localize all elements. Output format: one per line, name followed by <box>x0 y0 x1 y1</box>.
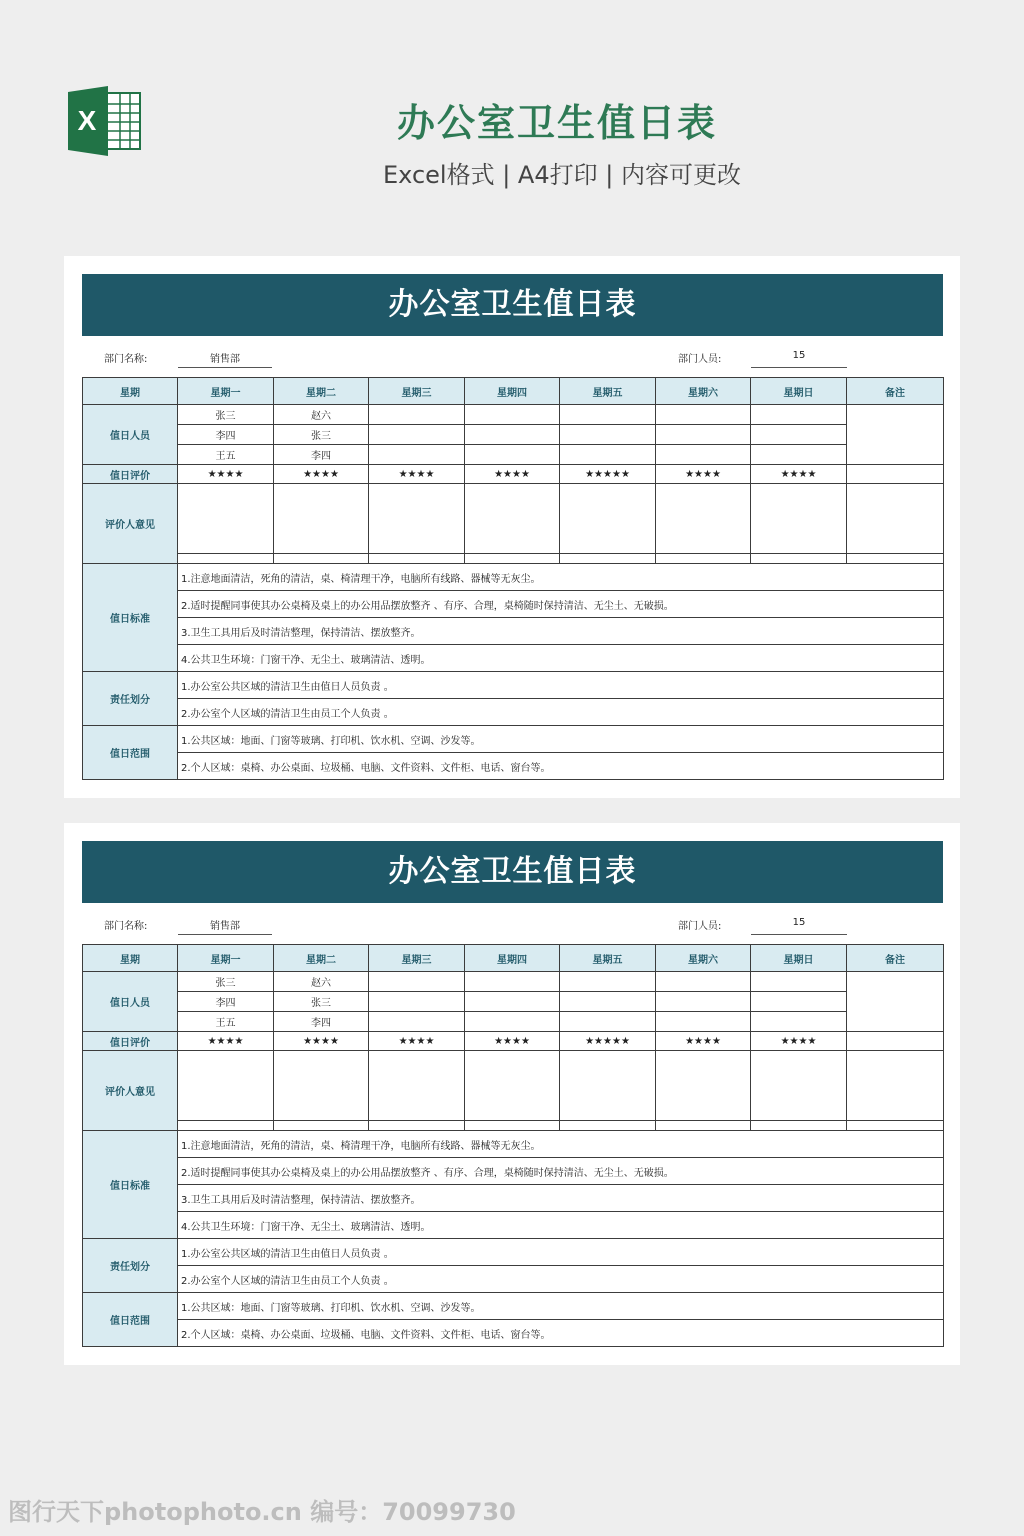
duty-cell[interactable] <box>369 425 465 445</box>
scope-label: 值日范围 <box>83 1293 178 1347</box>
standard-row <box>83 645 944 672</box>
scope-row <box>83 726 944 753</box>
col-header: 星期六 <box>656 945 751 972</box>
division-label: 责任划分 <box>83 1239 178 1293</box>
division-row <box>83 672 944 699</box>
duty-cell[interactable]: 王五 <box>178 1012 274 1032</box>
standard-row <box>83 591 944 618</box>
gap-cell <box>656 554 751 564</box>
division-text[interactable]: 2.办公室个人区域的清洁卫生由员工个人负责 。 <box>178 1266 944 1293</box>
duty-cell[interactable] <box>369 972 465 992</box>
opinion-cell[interactable] <box>560 484 656 554</box>
table-row <box>83 405 944 425</box>
page-header <box>0 0 1024 230</box>
rating-label: 值日评价 <box>83 465 178 484</box>
standard-row <box>83 1212 944 1239</box>
opinion-cell[interactable] <box>751 1051 847 1121</box>
opinion-cell[interactable] <box>369 1051 465 1121</box>
scope-text[interactable]: 2.个人区域：桌椅、办公桌面、垃圾桶、电脑、文件资料、文件柜、电话、窗台等。 <box>178 1320 944 1347</box>
table-header-row <box>83 945 944 972</box>
col-header: 星期二 <box>274 378 369 405</box>
rating-cell[interactable]: ★★★★ <box>465 1032 560 1051</box>
remark-cell[interactable] <box>847 465 944 484</box>
gap-cell <box>465 1121 560 1131</box>
duty-table <box>82 377 944 780</box>
duty-cell[interactable] <box>465 445 560 465</box>
duty-cell[interactable] <box>369 405 465 425</box>
col-header: 星期五 <box>560 378 656 405</box>
col-header: 星期 <box>83 378 178 405</box>
rating-cell[interactable]: ★★★★ <box>178 1032 274 1051</box>
rating-cell[interactable]: ★★★★ <box>274 1032 369 1051</box>
standard-row <box>83 618 944 645</box>
gap-cell <box>560 1121 656 1131</box>
duty-cell[interactable] <box>560 405 656 425</box>
dept-value[interactable]: 销售部 <box>178 350 272 368</box>
opinion-cell[interactable] <box>178 1051 274 1121</box>
scope-row <box>83 753 944 780</box>
rating-cell[interactable]: ★★★★★ <box>560 1032 656 1051</box>
gap-row <box>83 554 944 564</box>
opinion-cell[interactable] <box>274 1051 369 1121</box>
duty-cell[interactable] <box>656 972 751 992</box>
gap-row <box>83 1121 944 1131</box>
scope-text[interactable]: 1.公共区域：地面、门窗等玻璃、打印机、饮水机、空调、沙发等。 <box>178 1293 944 1320</box>
opinion-cell[interactable] <box>274 484 369 554</box>
opinion-cell[interactable] <box>656 484 751 554</box>
scope-text[interactable]: 1.公共区域：地面、门窗等玻璃、打印机、饮水机、空调、沙发等。 <box>178 726 944 753</box>
duty-cell[interactable] <box>560 972 656 992</box>
scope-label: 值日范围 <box>83 726 178 780</box>
duty-cell[interactable] <box>656 992 751 1012</box>
table-row <box>83 1012 944 1032</box>
col-header: 星期四 <box>465 945 560 972</box>
rating-cell[interactable]: ★★★★ <box>274 465 369 484</box>
col-header: 星期四 <box>465 378 560 405</box>
col-header: 备注 <box>847 945 944 972</box>
scope-text[interactable]: 2.个人区域：桌椅、办公桌面、垃圾桶、电脑、文件资料、文件柜、电话、窗台等。 <box>178 753 944 780</box>
rating-cell[interactable]: ★★★★ <box>178 465 274 484</box>
opinion-cell[interactable] <box>751 484 847 554</box>
division-row <box>83 1266 944 1293</box>
duty-cell[interactable]: 赵六 <box>274 972 369 992</box>
duty-cell[interactable] <box>751 1012 847 1032</box>
duty-cell[interactable] <box>369 992 465 1012</box>
rating-cell[interactable]: ★★★★ <box>369 1032 465 1051</box>
standard-label: 值日标准 <box>83 1131 178 1239</box>
duty-label: 值日人员 <box>83 972 178 1032</box>
col-header: 星期一 <box>178 378 274 405</box>
col-header: 星期五 <box>560 945 656 972</box>
opinion-label: 评价人意见 <box>83 484 178 564</box>
opinion-cell[interactable] <box>847 1051 944 1121</box>
gap-cell <box>751 554 847 564</box>
col-header: 星期六 <box>656 378 751 405</box>
duty-cell[interactable] <box>465 972 560 992</box>
gap-cell <box>847 1121 944 1131</box>
dept-label: 部门名称: <box>104 921 148 932</box>
gap-cell <box>369 554 465 564</box>
duty-cell[interactable] <box>560 1012 656 1032</box>
sheet-banner-title: 办公室卫生值日表 <box>82 841 943 903</box>
gap-cell <box>656 1121 751 1131</box>
col-header: 星期日 <box>751 378 847 405</box>
standard-label: 值日标准 <box>83 564 178 672</box>
duty-cell[interactable] <box>465 1012 560 1032</box>
rating-row <box>83 465 944 484</box>
duty-sheet <box>64 256 960 798</box>
division-text[interactable]: 2.办公室个人区域的清洁卫生由员工个人负责 。 <box>178 699 944 726</box>
opinion-row <box>83 484 944 554</box>
duty-cell[interactable]: 李四 <box>274 1012 369 1032</box>
standard-text[interactable]: 3.卫生工具用后及时清洁整理，保持清洁、摆放整齐。 <box>178 1185 944 1212</box>
duty-cell[interactable]: 张三 <box>274 992 369 1012</box>
duty-cell[interactable] <box>656 405 751 425</box>
duty-cell[interactable]: 张三 <box>178 405 274 425</box>
standard-text[interactable]: 2.适时提醒同事使其办公桌椅及桌上的办公用品摆放整齐 、有序、合理，桌椅随时保持清洁、无尘土、无破损。 <box>178 591 944 618</box>
table-row <box>83 972 944 992</box>
standard-text[interactable]: 1.注意地面清洁，死角的清洁，桌、椅清理干净，电脑所有线路、器械等无灰尘。 <box>178 1131 944 1158</box>
duty-label: 值日人员 <box>83 405 178 465</box>
standard-text[interactable]: 2.适时提醒同事使其办公桌椅及桌上的办公用品摆放整齐 、有序、合理，桌椅随时保持清洁、无尘土、无破损。 <box>178 1158 944 1185</box>
members-value[interactable]: 15 <box>751 917 847 935</box>
page-subtitle: Excel格式 | A4打印 | 内容可更改 <box>383 161 741 189</box>
duty-cell[interactable] <box>751 425 847 445</box>
standard-row <box>83 1131 944 1158</box>
col-header: 星期一 <box>178 945 274 972</box>
gap-cell <box>274 1121 369 1131</box>
duty-cell[interactable] <box>751 445 847 465</box>
opinion-row <box>83 1051 944 1121</box>
rating-cell[interactable]: ★★★★ <box>369 465 465 484</box>
scope-row <box>83 1320 944 1347</box>
col-header: 星期三 <box>369 378 465 405</box>
duty-cell[interactable] <box>369 445 465 465</box>
remark-cell[interactable] <box>847 972 944 1032</box>
col-header: 星期日 <box>751 945 847 972</box>
dept-label: 部门名称: <box>104 354 148 365</box>
division-text[interactable]: 1.办公室公共区域的清洁卫生由值日人员负责 。 <box>178 672 944 699</box>
duty-cell[interactable]: 赵六 <box>274 405 369 425</box>
opinion-cell[interactable] <box>369 484 465 554</box>
duty-cell[interactable]: 张三 <box>178 972 274 992</box>
gap-cell <box>847 554 944 564</box>
col-header: 星期三 <box>369 945 465 972</box>
duty-cell[interactable] <box>751 972 847 992</box>
sheet-slot-bottom <box>0 823 1024 1365</box>
standard-text[interactable]: 4.公共卫生环境：门窗干净、无尘土、玻璃清洁、透明。 <box>178 645 944 672</box>
gap-cell <box>274 554 369 564</box>
gap-cell <box>751 1121 847 1131</box>
rating-cell[interactable]: ★★★★ <box>465 465 560 484</box>
duty-cell[interactable] <box>656 1012 751 1032</box>
duty-cell[interactable] <box>465 992 560 1012</box>
opinion-label: 评价人意见 <box>83 1051 178 1131</box>
duty-sheet <box>64 823 960 1365</box>
table-row <box>83 425 944 445</box>
excel-logo-letter: X <box>77 105 97 136</box>
standard-text[interactable]: 4.公共卫生环境：门窗干净、无尘土、玻璃清洁、透明。 <box>178 1212 944 1239</box>
standard-text[interactable]: 1.注意地面清洁，死角的清洁，桌、椅清理干净，电脑所有线路、器械等无灰尘。 <box>178 564 944 591</box>
table-header-row <box>83 378 944 405</box>
rating-cell[interactable]: ★★★★ <box>751 1032 847 1051</box>
standard-row <box>83 564 944 591</box>
duty-cell[interactable] <box>369 1012 465 1032</box>
standard-row <box>83 1158 944 1185</box>
duty-cell[interactable] <box>656 425 751 445</box>
standard-row <box>83 1185 944 1212</box>
standard-text[interactable]: 3.卫生工具用后及时清洁整理，保持清洁、摆放整齐。 <box>178 618 944 645</box>
division-label: 责任划分 <box>83 672 178 726</box>
duty-cell[interactable] <box>465 405 560 425</box>
col-header: 备注 <box>847 378 944 405</box>
opinion-cell[interactable] <box>465 1051 560 1121</box>
division-row <box>83 699 944 726</box>
members-label: 部门人员: <box>678 354 722 365</box>
duty-cell[interactable] <box>751 992 847 1012</box>
dept-value[interactable]: 销售部 <box>178 917 272 935</box>
scope-row <box>83 1293 944 1320</box>
duty-cell[interactable]: 李四 <box>178 992 274 1012</box>
rating-cell[interactable]: ★★★★ <box>656 1032 751 1051</box>
duty-table <box>82 944 944 1347</box>
page-title: 办公室卫生值日表 <box>396 101 717 145</box>
remark-cell[interactable] <box>847 1032 944 1051</box>
table-row <box>83 992 944 1012</box>
col-header: 星期 <box>83 945 178 972</box>
duty-cell[interactable] <box>751 405 847 425</box>
sheet-banner-title: 办公室卫生值日表 <box>82 274 943 336</box>
duty-cell[interactable] <box>465 425 560 445</box>
rating-cell[interactable]: ★★★★★ <box>560 465 656 484</box>
duty-cell[interactable]: 张三 <box>274 425 369 445</box>
sheet-slot-top <box>0 256 1024 798</box>
gap-cell <box>178 554 274 564</box>
rating-row <box>83 1032 944 1051</box>
col-header: 星期二 <box>274 945 369 972</box>
gap-cell <box>560 554 656 564</box>
opinion-cell[interactable] <box>847 484 944 554</box>
members-label: 部门人员: <box>678 921 722 932</box>
opinion-cell[interactable] <box>560 1051 656 1121</box>
duty-cell[interactable]: 李四 <box>274 445 369 465</box>
watermark-text: 图行天下photophoto.cn 编号：70099730 <box>8 1498 516 1526</box>
duty-cell[interactable] <box>560 425 656 445</box>
division-row <box>83 1239 944 1266</box>
gap-cell <box>178 1121 274 1131</box>
duty-cell[interactable] <box>560 445 656 465</box>
rating-cell[interactable]: ★★★★ <box>656 465 751 484</box>
duty-cell[interactable] <box>656 445 751 465</box>
table-row <box>83 445 944 465</box>
rating-cell[interactable]: ★★★★ <box>751 465 847 484</box>
opinion-cell[interactable] <box>465 484 560 554</box>
opinion-cell[interactable] <box>656 1051 751 1121</box>
duty-cell[interactable]: 王五 <box>178 445 274 465</box>
duty-cell[interactable] <box>560 992 656 1012</box>
opinion-cell[interactable] <box>178 484 274 554</box>
duty-cell[interactable]: 李四 <box>178 425 274 445</box>
division-text[interactable]: 1.办公室公共区域的清洁卫生由值日人员负责 。 <box>178 1239 944 1266</box>
gap-cell <box>369 1121 465 1131</box>
remark-cell[interactable] <box>847 405 944 465</box>
rating-label: 值日评价 <box>83 1032 178 1051</box>
gap-cell <box>465 554 560 564</box>
members-value[interactable]: 15 <box>751 350 847 368</box>
